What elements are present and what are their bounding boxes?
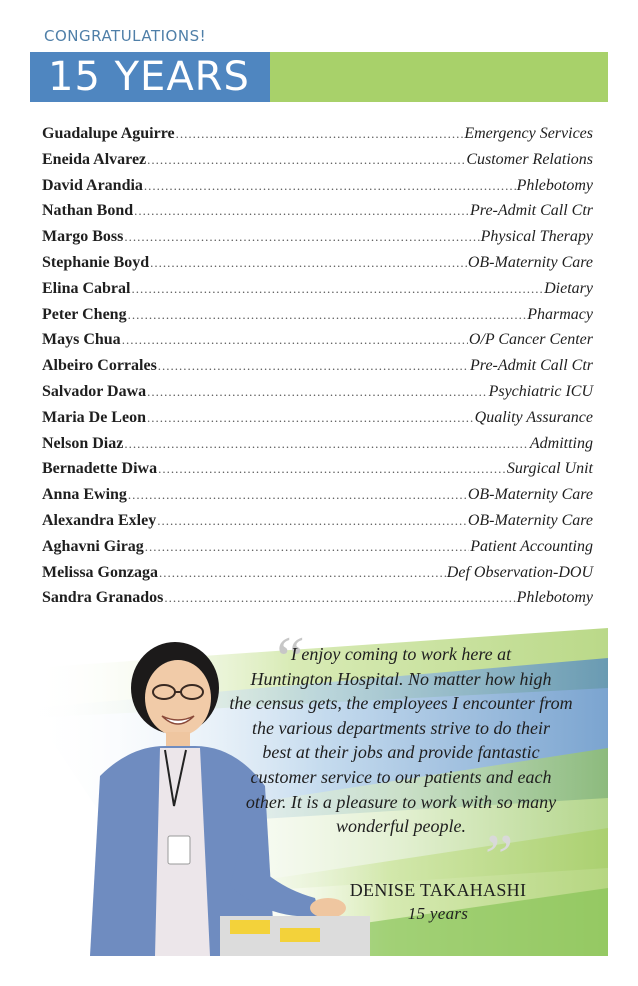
quote-line: customer service to our patients and each [250,766,552,787]
leader-dots [131,281,543,297]
employee-department: Psychiatric ICU [488,382,593,400]
leader-dots [159,565,446,581]
employee-department: OB-Maternity Care [467,511,593,529]
employee-name: David Arandia [42,176,143,194]
employee-department: OB-Maternity Care [467,486,593,504]
list-item [42,357,593,383]
list-item [42,202,593,228]
list-item [42,254,593,280]
employee-name: Bernadette Diwa [42,460,158,478]
employee-department: Patient Accounting [470,537,593,555]
list-item [42,228,593,254]
leader-dots [176,126,464,142]
employee-name: Maria De Leon [42,408,146,426]
employee-name: Guadalupe Aguirre [42,125,175,142]
author-name: DENISE TAKAHASHI [349,880,527,900]
list-item [42,151,593,177]
employee-name: Elina Cabral [42,279,131,297]
employee-name: Sandra Granados [42,589,164,607]
quote-line: wonderful people. [336,816,466,837]
employee-name: Stephanie Boyd [42,253,150,271]
author-years: 15 years [407,904,469,923]
list-item [42,306,593,332]
leader-dots [124,229,479,245]
list-item [42,177,593,203]
employee-department: Customer Relations [466,150,593,168]
employee-department: Physical Therapy [480,228,593,246]
employee-department: Phlebotomy [516,589,593,607]
employee-department: Admitting [529,434,593,452]
list-item [42,486,593,512]
leader-dots [158,461,506,477]
testimonial-quote [206,642,596,839]
leader-dots [158,358,469,374]
employee-name: Anna Ewing [42,486,127,504]
list-item [42,409,593,435]
employee-department: Phlebotomy [516,176,593,194]
leader-dots [144,178,516,194]
leader-dots [150,255,467,271]
leader-dots [145,539,469,555]
employee-department: Def Observation-DOU [446,563,593,581]
leader-dots [147,410,474,426]
quote-attribution [318,878,558,926]
employee-list [42,125,593,615]
quote-line: other. It is a pleasure to work with so many [245,791,557,812]
employee-department: Dietary [544,279,593,297]
list-item [42,538,593,564]
quote-line: the various departments strive to do their [252,717,550,738]
leader-dots [134,203,469,219]
employee-name: Salvador Dawa [42,382,147,400]
years-banner [30,52,608,102]
leader-dots [147,384,487,400]
employee-department: Emergency Services [464,125,593,142]
employee-name: Nathan Bond [42,202,134,220]
employee-name: Eneida Alvarez [42,150,147,168]
banner-title: 15 YEARS [48,54,250,100]
quote-line: best at their jobs and provide fantastic [262,742,540,763]
list-item [42,435,593,461]
leader-dots [147,152,465,168]
employee-name: Margo Boss [42,228,124,246]
quote-line: Huntington Hospital. No matter how high [250,668,552,689]
congratulations-heading: CONGRATULATIONS! [44,27,207,45]
employee-department: OB-Maternity Care [467,253,593,271]
employee-name: Nelson Diaz [42,434,124,452]
list-item [42,512,593,538]
list-item [42,125,593,151]
leader-dots [122,332,468,348]
open-quote-mark-icon: “ [270,623,306,694]
list-item [42,589,593,615]
employee-name: Alexandra Exley [42,511,157,529]
employee-department: Pharmacy [527,305,593,323]
list-item [42,331,593,357]
list-item [42,383,593,409]
employee-department: O/P Cancer Center [468,331,593,349]
quote-line: the census gets, the employees I encounter from [229,693,573,714]
employee-name: Aghavni Girag [42,537,144,555]
banner-green-block [270,52,608,102]
list-item [42,564,593,590]
leader-dots [124,436,529,452]
leader-dots [157,513,467,529]
employee-department: Quality Assurance [474,408,593,426]
employee-name: Mays Chua [42,331,121,349]
employee-department: Pre-Admit Call Ctr [470,202,593,220]
quote-line: I enjoy coming to work here at [290,644,512,664]
leader-dots [128,487,467,503]
employee-name: Peter Cheng [42,305,127,323]
list-item [42,460,593,486]
employee-name: Melissa Gonzaga [42,563,158,581]
employee-department: Surgical Unit [506,460,593,478]
list-item [42,280,593,306]
employee-department: Pre-Admit Call Ctr [470,357,593,375]
close-quote-mark-icon: ” [478,821,514,892]
leader-dots [164,590,515,606]
leader-dots [128,307,527,323]
employee-name: Albeiro Corrales [42,357,157,375]
